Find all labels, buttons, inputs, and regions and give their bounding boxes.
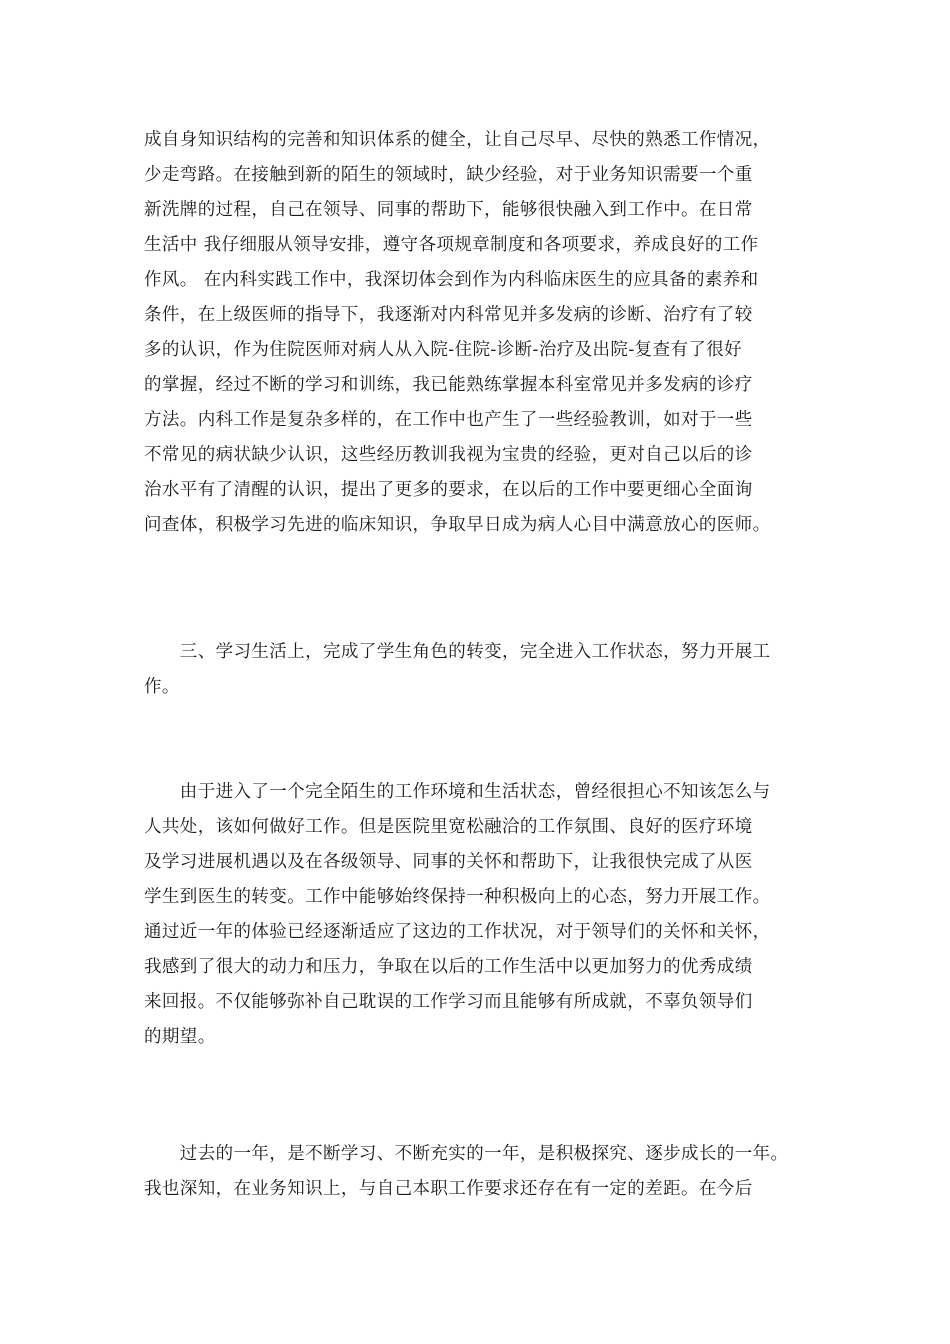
text-line: 的期望。 [144,1027,216,1047]
text-line: 过去的一年，是不断学习、不断充实的一年，是积极探究、逐步成长的一年。 [144,1144,789,1164]
text-line: 新洗牌的过程，自己在领导、同事的帮助下，能够很快融入到工作中。在日常 [144,200,753,220]
text-line: 学生到医生的转变。工作中能够始终保持一种积极向上的心态，努力开展工作。 [144,887,771,907]
section-heading-three [144,635,824,705]
text-line: 来回报。不仅能够弥补自己耽误的工作学习而且能够有所成就，不辜负领导们 [144,992,753,1012]
paragraph-past-year [144,1137,824,1207]
text-line: 的掌握，经过不断的学习和训练，我已能熟练掌握本科室常见并多发病的诊疗 [144,375,753,395]
paragraph-work-environment [144,775,824,1055]
text-line: 不常见的病状缺少认识，这些经历教训我视为宝贵的经验，更对自己以后的诊 [144,445,753,465]
text-line: 三、学习生活上，完成了学生角色的转变，完全进入工作状态，努力开展工 [144,642,771,662]
text-line: 问查体，积极学习先进的临床知识，争取早日成为病人心目中满意放心的医师。 [144,515,771,535]
text-line: 成自身知识结构的完善和知识体系的健全，让自己尽早、尽快的熟悉工作情况， [144,130,771,150]
text-line: 我感到了很大的动力和压力，争取在以后的工作生活中以更加努力的优秀成绩 [144,957,753,977]
text-line: 及学习进展机遇以及在各级领导、同事的关怀和帮助下，让我很快完成了从医 [144,852,753,872]
text-line: 作。 [144,677,180,697]
text-line: 我也深知，在业务知识上，与自己本职工作要求还存在有一定的差距。在今后 [144,1179,753,1199]
paragraph-internal-medicine [144,123,824,543]
text-line: 作风。 在内科实践工作中，我深切体会到作为内科临床医生的应具备的素养和 [144,270,759,290]
text-line: 条件，在上级医师的指导下，我逐渐对内科常见并多发病的诊断、治疗有了较 [144,305,753,325]
text-line: 生活中 我仔细服从领导安排，遵守各项规章制度和各项要求，养成良好的工作 [144,235,759,255]
text-line: 方法。内科工作是复杂多样的，在工作中也产生了一些经验教训，如对于一些 [144,410,753,430]
text-line: 少走弯路。在接触到新的陌生的领域时，缺少经验，对于业务知识需要一个重 [144,165,753,185]
text-line: 由于进入了一个完全陌生的工作环境和生活状态，曾经很担心不知该怎么与 [144,782,771,802]
text-line: 人共处，该如何做好工作。但是医院里宽松融洽的工作氛围、良好的医疗环境 [144,817,753,837]
text-line: 治水平有了清醒的认识，提出了更多的要求，在以后的工作中要更细心全面询 [144,480,753,500]
text-line: 通过近一年的体验已经逐渐适应了这边的工作状况，对于领导们的关怀和关怀， [144,922,771,942]
text-line: 多的认识，作为住院医师对病人从入院-住院-诊断-治疗及出院-复查有了很好 [144,340,743,360]
